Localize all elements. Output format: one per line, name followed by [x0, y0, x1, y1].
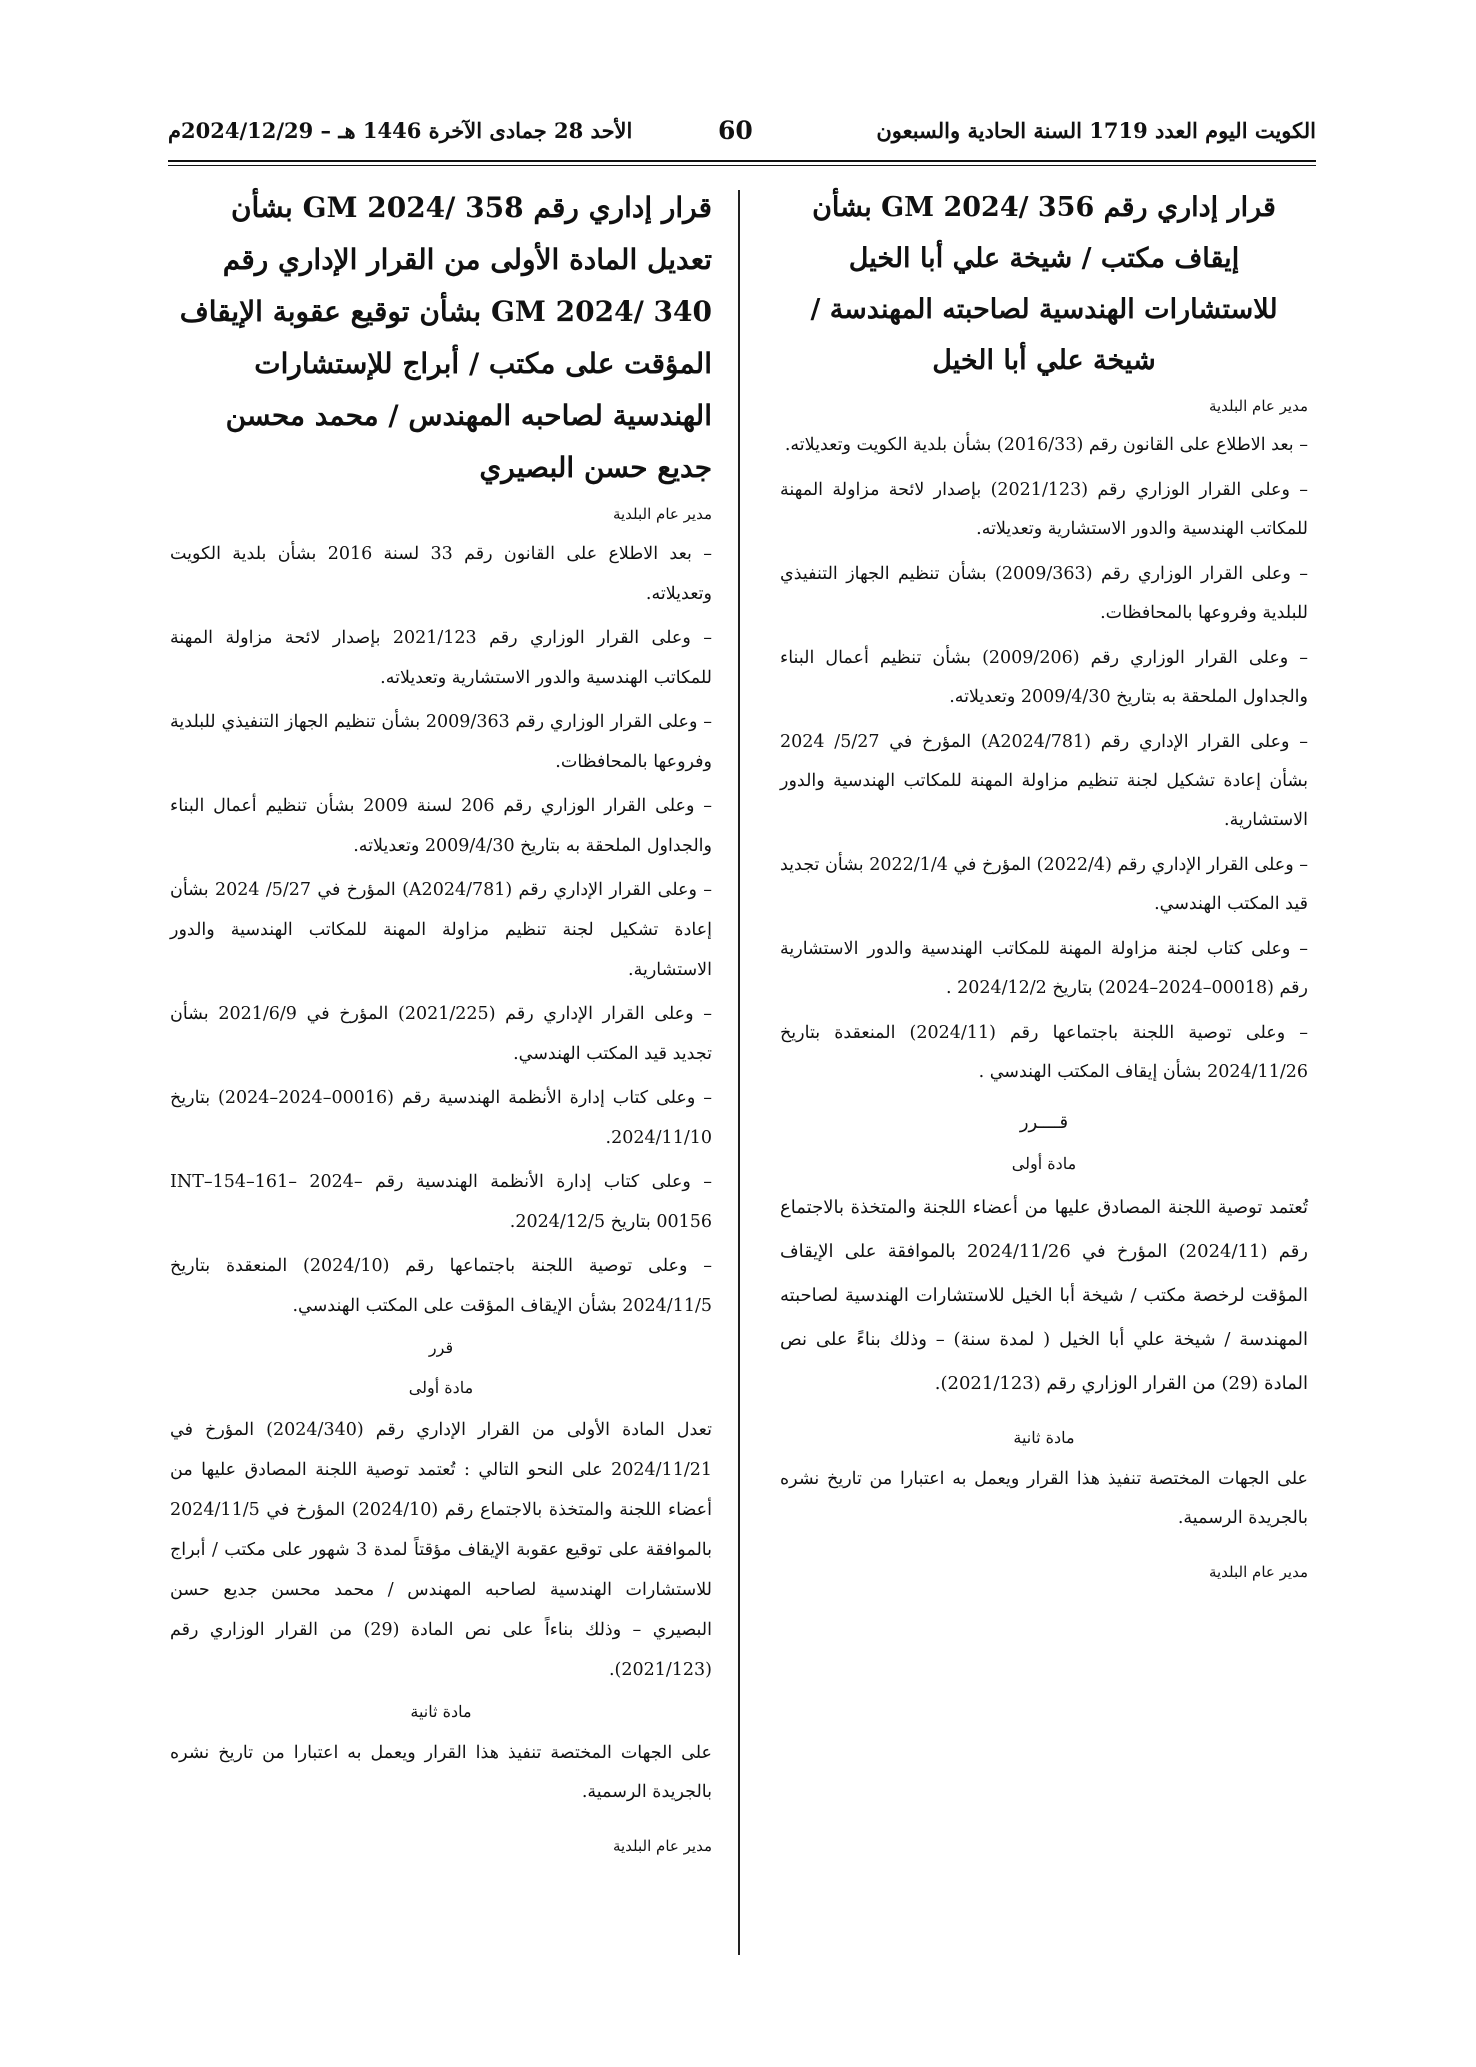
decision-356-column — [780, 182, 1308, 1588]
preamble-item: – وعلى القرار الإداري رقم (2021/225) المؤرخ في 2021/6/9 بشأن تجديد قيد المكتب الهندسي. — [170, 1004, 712, 1064]
column-divider — [738, 190, 740, 1955]
article-1-text: تعدل المادة الأولى من القرار الإداري رقم (2024/340) المؤرخ في 2024/11/21 على النحو التالي : تُعتمد توصية اللجنة المصادق عليها من أعضاء اللجنة والمتخذة بالاجتماع رقم (2024/10) المؤرخ في 2024/11/5 بالموافقة على توقيع عقوبة الإيقاف مؤقتاً لمدة 3 شهور على مكتب / أبراج للاستشارات الهندسية لصاحبه المهندس / محمد محسن جديع حسن البصيري – وذلك بناءاً على نص المادة (29) من القرار الوزاري رقم (2021/123). — [170, 1420, 712, 1680]
issuer: مدير عام البلدية — [612, 505, 712, 523]
decision-title: قرار إداري رقم 356 /GM 2024 بشأن إيقاف مكتب / شيخة علي أبا الخيل للاستشارات الهندسية لصاحبته المهندسة / شيخة علي أبا الخيل — [810, 192, 1278, 376]
preamble-item: – وعلى القرار الوزاري رقم 206 لسنة 2009 بشأن تنظيم أعمال البناء والجداول الملحقة به بتاريخ 2009/4/30 وتعديلاته. — [170, 796, 713, 856]
preamble-item: – وعلى كتاب إدارة الأنظمة الهندسية رقم (00016–2024–2024) بتاريخ 2024/11/10. — [170, 1088, 712, 1148]
page-header — [168, 118, 1316, 158]
article-1-title: مادة أولى — [1011, 1154, 1077, 1173]
header-issue-info: الكويت اليوم العدد 1719 السنة الحادية والسبعون — [876, 118, 1316, 143]
preamble-item: – وعلى القرار الوزاري رقم (2021/123) بإصدار لائحة مزاولة المهنة للمكاتب الهندسية والدور الاستشارية وتعديلاته. — [780, 480, 1308, 539]
preamble-item: – وعلى كتاب لجنة مزاولة المهنة للمكاتب الهندسية والدور الاستشارية رقم (00018–2024–2024) بتاريخ 2024/12/2 . — [780, 939, 1308, 998]
signature: مدير عام البلدية — [612, 1837, 712, 1855]
preamble-item: – وعلى القرار الوزاري رقم (2009/206) بشأن تنظيم أعمال البناء والجداول الملحقة به بتاريخ 2009/4/30 وتعديلاته. — [780, 648, 1309, 707]
article-1-title: مادة أولى — [408, 1378, 474, 1397]
preamble-item: – وعلى القرار الإداري رقم (A2024/781) المؤرخ في 5/27/ 2024 بشأن إعادة تشكيل لجنة تنظيم مزاولة المهنة للمكاتب الهندسية والدور الاستشارية. — [170, 880, 712, 980]
article-2-text: على الجهات المختصة تنفيذ هذا القرار ويعمل به اعتبارا من تاريخ نشره بالجريدة الرسمية. — [170, 1743, 712, 1802]
article-1-text: تُعتمد توصية اللجنة المصادق عليها من أعضاء اللجنة والمتخذة بالاجتماع رقم (2024/11) المؤرخ في 2024/11/26 بالموافقة على الإيقاف المؤقت لرخصة مكتب / شيخة أبا الخيل للاستشارات الهندسية لصاحبته المهندسة / شيخة علي أبا الخيل ( لمدة سنة) – وذلك بناءً على نص المادة (29) من القرار الوزاري رقم (2021/123). — [780, 1197, 1309, 1394]
page-number: 60 — [718, 116, 753, 145]
decree-heading: قــــرر — [1019, 1112, 1069, 1133]
preamble-item: – بعد الاطلاع على القانون رقم 33 لسنة 2016 بشأن بلدية الكويت وتعديلاته. — [170, 544, 712, 604]
article-2-title: مادة ثانية — [410, 1702, 472, 1721]
header-rule-thick — [168, 160, 1316, 162]
preamble-item: – وعلى القرار الإداري رقم (A2024/781) المؤرخ في 5/27/ 2024 بشأن إعادة تشكيل لجنة تنظيم مزاولة المهنة للمكاتب الهندسية والدور الاستشارية. — [780, 732, 1308, 830]
preamble-item: – وعلى القرار الوزاري رقم 2021/123 بإصدار لائحة مزاولة المهنة للمكاتب الهندسية والدور الاستشارية وتعديلاته. — [170, 628, 712, 688]
preamble-item: – وعلى توصية اللجنة باجتماعها رقم (2024/10) المنعقدة بتاريخ 2024/11/5 بشأن الإيقاف المؤقت على المكتب الهندسي. — [170, 1256, 713, 1316]
issuer: مدير عام البلدية — [1208, 397, 1308, 415]
preamble-item: – وعلى توصية اللجنة باجتماعها رقم (2024/11) المنعقدة بتاريخ 2024/11/26 بشأن إيقاف المكتب الهندسي . — [780, 1023, 1309, 1082]
preamble-item: – وعلى القرار الإداري رقم (2022/4) المؤرخ في 2022/1/4 بشأن تجديد قيد المكتب الهندسي. — [780, 855, 1308, 914]
preamble-item: – وعلى كتاب إدارة الأنظمة الهندسية رقم INT–154–161– 2024–00156 بتاريخ 2024/12/5. — [170, 1172, 712, 1232]
decision-358-column — [170, 182, 712, 1862]
preamble-item: – وعلى القرار الوزاري رقم 2009/363 بشأن تنظيم الجهاز التنفيذي للبلدية وفروعها بالمحافظات. — [170, 712, 712, 772]
preamble-item: – بعد الاطلاع على القانون رقم (2016/33) بشأن بلدية الكويت وتعديلاته. — [784, 435, 1308, 455]
preamble-item: – وعلى القرار الوزاري رقم (2009/363) بشأن تنظيم الجهاز التنفيذي للبلدية وفروعها بالمحافظات. — [780, 564, 1308, 623]
decree-heading: قرر — [428, 1338, 454, 1357]
decision-title: قرار إداري رقم 358 /GM 2024 بشأن تعديل المادة الأولى من القرار الإداري رقم 340 /GM 2024 بشأن توقيع عقوبة الإيقاف المؤقت على مكتب / أبراج للإستشارات الهندسية لصاحبه المهندس / محمد محسن جديع حسن البصيري — [179, 191, 712, 484]
article-2-text: على الجهات المختصة تنفيذ هذا القرار ويعمل به اعتبارا من تاريخ نشره بالجريدة الرسمية. — [780, 1469, 1308, 1528]
header-date: الأحد 28 جمادى الآخرة 1446 هـ – 2024/12/29م — [168, 118, 633, 143]
signature: مدير عام البلدية — [1208, 1563, 1308, 1581]
header-rule-thin — [168, 165, 1316, 166]
article-2-title: مادة ثانية — [1013, 1428, 1075, 1447]
